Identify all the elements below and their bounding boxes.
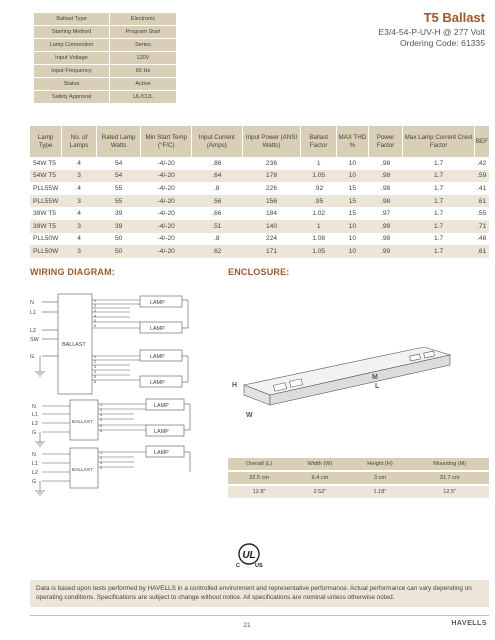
- spec-table-body: [34, 13, 176, 103]
- dimension-value: 31.7 cm: [410, 472, 489, 484]
- table-cell: 50: [96, 245, 140, 258]
- table-cell: 54: [114, 159, 123, 167]
- table-cell: 39W T5: [30, 220, 62, 233]
- table-cell: 10: [336, 170, 368, 183]
- table-cell: .59: [474, 170, 489, 183]
- column-header: Rated Lamp Watts: [96, 126, 140, 157]
- table-cell: .64: [192, 170, 242, 183]
- spec-row: [34, 65, 176, 77]
- table-cell: 3: [62, 170, 97, 183]
- spec-key: Lamp Connection: [34, 39, 110, 51]
- dimension-value: 12.8": [228, 486, 290, 498]
- dimension-header: Width (W): [290, 458, 349, 470]
- pin-number: 3: [100, 413, 103, 417]
- height-label: H: [232, 382, 238, 389]
- table-cell: .98: [381, 159, 391, 167]
- table-cell: 1.7: [403, 195, 475, 208]
- table-cell: .71: [474, 220, 489, 233]
- pin-number: 5: [94, 375, 97, 379]
- table-cell: 178: [242, 170, 301, 183]
- mounting-label: M: [372, 374, 378, 381]
- product-title: T5 Ballast: [423, 10, 485, 25]
- dimension-value: 32.5 cm: [228, 472, 290, 484]
- pin-number: 6: [94, 380, 97, 384]
- table-cell: 1.08: [312, 235, 326, 243]
- table-row: [30, 195, 489, 208]
- table-cell: 54W T5: [30, 170, 62, 183]
- table-cell: 50: [114, 235, 123, 243]
- length-label: L: [375, 383, 380, 390]
- column-header: Min Start Temp (°F/C): [141, 126, 192, 157]
- table-cell: 140: [242, 220, 301, 233]
- table-cell: 3: [62, 245, 97, 258]
- table-cell: .99: [368, 245, 402, 258]
- table-cell: 1.7: [434, 184, 444, 192]
- spec-value: Active: [110, 78, 176, 90]
- table-row: [30, 157, 489, 170]
- table-cell: 15: [336, 195, 368, 208]
- enclosure-title: ENCLOSURE:: [228, 267, 290, 277]
- column-header: MAX THD %: [336, 126, 368, 157]
- spec-value: Electronic: [110, 13, 176, 25]
- pin-number: 2: [94, 304, 97, 308]
- column-header: Power Factor: [368, 126, 402, 157]
- table-cell: .98: [381, 184, 391, 192]
- table-cell: 1.7: [403, 170, 475, 183]
- input-label: N: [30, 300, 34, 306]
- table-cell: .98: [381, 235, 391, 243]
- disclaimer: Data is based upon tests performed by HAVELLS in a controlled environment and representative performance. Actual performance can vary depending on operating conditions. Specifications are subject to change without notice. All specifications are nominal unless otherwise noted.: [30, 580, 489, 607]
- performance-header-row: [30, 126, 489, 157]
- performance-table: [30, 126, 489, 258]
- table-cell: 1.7: [434, 210, 444, 218]
- dimension-value: 12.5": [410, 486, 489, 498]
- table-row: [30, 207, 489, 220]
- table-cell: 10: [336, 245, 368, 258]
- table-cell: PLL50W: [30, 245, 62, 258]
- pin-number: 2: [100, 456, 103, 460]
- column-header: Input Current (Amps): [192, 126, 242, 157]
- input-label: L1: [30, 310, 36, 316]
- input-label: G: [30, 354, 35, 360]
- lamp-label: LAMP: [154, 450, 169, 456]
- table-cell: .62: [192, 245, 242, 258]
- table-cell: .98: [368, 170, 402, 183]
- table-cell: 39W T5: [33, 210, 56, 218]
- ballast-label: BALLAST: [72, 420, 94, 425]
- ballast-label: BALLAST: [72, 468, 94, 473]
- spec-row: [34, 26, 176, 38]
- dimension-imperial-row: [228, 486, 489, 498]
- input-label: SW: [30, 337, 39, 343]
- table-cell: 54W T5: [33, 159, 56, 167]
- table-cell: 4: [77, 159, 81, 167]
- table-cell: PLL55W: [30, 195, 62, 208]
- pin-number: 4: [100, 418, 103, 422]
- input-label: L2: [30, 328, 36, 334]
- input-label: N: [32, 404, 36, 410]
- table-row: [30, 245, 489, 258]
- table-cell: .61: [474, 195, 489, 208]
- input-label: L2: [32, 421, 38, 427]
- ul-us-text: US: [255, 563, 263, 568]
- dimension-table: [228, 456, 489, 500]
- table-cell: 55: [114, 184, 123, 192]
- spec-value: Program Start: [110, 26, 176, 38]
- spec-key: Status: [34, 78, 110, 90]
- pin-number: 6: [94, 324, 97, 328]
- table-cell: .86: [212, 159, 222, 167]
- pin-number: 1: [94, 355, 97, 359]
- spec-value: 60 Hz: [110, 65, 176, 77]
- table-cell: 1.02: [312, 210, 326, 218]
- table-cell: -4/-20: [157, 235, 175, 243]
- dimension-value: 1.18": [350, 486, 411, 498]
- lamp-label: LAMP: [150, 326, 165, 332]
- column-header: Ballast Factor: [301, 126, 336, 157]
- table-row: [30, 170, 489, 183]
- column-header: Input Power (ANSI Watts): [242, 126, 301, 157]
- pin-number: 1: [100, 403, 103, 407]
- table-cell: .97: [381, 210, 391, 218]
- table-cell: 3: [62, 195, 97, 208]
- pin-number: 2: [100, 408, 103, 412]
- spec-table: [34, 12, 176, 104]
- dimension-header: Height (H): [350, 458, 411, 470]
- footer-divider: [30, 615, 489, 616]
- column-header: Lamp Type: [30, 126, 62, 157]
- table-cell: 10: [348, 159, 357, 167]
- performance-table-body: [30, 157, 489, 258]
- table-cell: -4/-20: [157, 159, 175, 167]
- pin-number: 5: [94, 319, 97, 323]
- table-cell: PLL55W: [33, 184, 59, 192]
- dimension-header: Mounting (M): [410, 458, 489, 470]
- ul-text: UL: [242, 550, 256, 561]
- pin-number: 4: [94, 314, 97, 318]
- pin-number: 4: [94, 370, 97, 374]
- table-cell: 55: [96, 195, 140, 208]
- ordering-code: Ordering Code: 61335: [399, 38, 485, 48]
- table-cell: 4: [77, 210, 81, 218]
- table-cell: 39: [114, 210, 123, 218]
- table-cell: .92: [314, 184, 324, 192]
- input-label: L2: [32, 470, 38, 476]
- table-cell: 226: [266, 184, 278, 192]
- spec-value: Series: [110, 39, 176, 51]
- table-cell: PLL50W: [33, 235, 59, 243]
- spec-row: [34, 78, 176, 90]
- dimension-value: 2.52": [290, 486, 349, 498]
- input-label: N: [32, 452, 36, 458]
- pin-number: 3: [94, 309, 97, 313]
- column-header: No. of Lamps: [62, 126, 97, 157]
- wiring-diagram: [30, 282, 200, 497]
- table-cell: -4/-20: [157, 210, 175, 218]
- table-cell: 10: [336, 220, 368, 233]
- table-cell: .56: [192, 195, 242, 208]
- table-row: [30, 220, 489, 233]
- table-cell: .99: [368, 220, 402, 233]
- table-cell: .41: [477, 184, 487, 192]
- table-cell: 15: [348, 210, 357, 218]
- width-label: W: [246, 412, 253, 419]
- table-cell: 1.7: [434, 235, 444, 243]
- lamp-label: LAMP: [150, 354, 165, 360]
- pin-number: 2: [94, 360, 97, 364]
- table-cell: 4: [77, 184, 81, 192]
- pin-number: 3: [100, 461, 103, 465]
- lamp-label: LAMP: [150, 380, 165, 386]
- dimension-header: Overall (L): [228, 458, 290, 470]
- table-cell: .8: [214, 235, 220, 243]
- column-header: Max Lamp Current Crest Factor: [403, 126, 475, 157]
- table-cell: .95: [301, 195, 336, 208]
- spec-row: [34, 13, 176, 25]
- dimension-metric-row: [228, 472, 489, 484]
- table-cell: 156: [242, 195, 301, 208]
- lamp-label: LAMP: [154, 403, 169, 409]
- table-cell: -4/-20: [141, 220, 192, 233]
- wiring-diagram-1: [35, 294, 188, 394]
- spec-key: Ballast Type: [34, 13, 110, 25]
- pin-number: 5: [100, 424, 103, 428]
- ul-c-text: C: [236, 563, 240, 568]
- dimension-value: 3 cm: [350, 472, 411, 484]
- table-cell: 15: [348, 184, 357, 192]
- table-cell: 10: [348, 235, 357, 243]
- table-cell: .98: [368, 195, 402, 208]
- table-cell: .51: [192, 220, 242, 233]
- table-cell: 1: [301, 220, 336, 233]
- enclosure-drawing: [228, 345, 490, 423]
- table-cell: 1.7: [434, 159, 444, 167]
- title-block: [378, 10, 485, 48]
- ul-listing-mark: [234, 542, 264, 568]
- table-cell: 39: [96, 220, 140, 233]
- table-cell: .66: [212, 210, 222, 218]
- table-cell: 4: [77, 235, 81, 243]
- pin-number: 6: [100, 429, 103, 433]
- table-cell: 224: [266, 235, 278, 243]
- table-row: [30, 233, 489, 246]
- column-header: BEF: [474, 126, 489, 157]
- spec-row: [34, 39, 176, 51]
- table-cell: 1.05: [301, 245, 336, 258]
- table-cell: 184: [266, 210, 278, 218]
- table-cell: 1.7: [403, 245, 475, 258]
- pin-number: 4: [100, 466, 103, 470]
- table-cell: .48: [477, 235, 487, 243]
- table-cell: 54: [96, 170, 140, 183]
- page-number: 21: [232, 619, 262, 629]
- spec-value: 120V: [110, 52, 176, 64]
- spec-row: [34, 52, 176, 64]
- dimension-header-row: [228, 458, 489, 470]
- table-cell: .55: [477, 210, 487, 218]
- table-cell: 171: [242, 245, 301, 258]
- lamp-label: LAMP: [150, 300, 165, 306]
- pin-number: 3: [94, 365, 97, 369]
- table-cell: .61: [474, 245, 489, 258]
- model-number: E3/4-54-P-UV-H @ 277 Volt: [378, 27, 485, 37]
- table-cell: -4/-20: [141, 245, 192, 258]
- table-cell: -4/-20: [157, 184, 175, 192]
- spec-row: [34, 91, 176, 103]
- wiring-diagram-title: WIRING DIAGRAM:: [30, 267, 115, 277]
- table-cell: .8: [214, 184, 220, 192]
- ballast-label: BALLAST: [62, 342, 86, 348]
- spec-key: Input Voltage: [34, 52, 110, 64]
- spec-key: Input Frequency: [34, 65, 110, 77]
- spec-key: Starting Method: [34, 26, 110, 38]
- brand-name: HAVELLS: [451, 620, 487, 627]
- spec-value: UL/CUL: [110, 91, 176, 103]
- input-label: G: [32, 479, 37, 485]
- input-label: L1: [32, 412, 38, 418]
- dimension-value: 6.4 cm: [290, 472, 349, 484]
- table-cell: 1: [316, 159, 321, 167]
- table-cell: 1.7: [403, 220, 475, 233]
- spec-key: Safety Approval: [34, 91, 110, 103]
- table-cell: -4/-20: [141, 195, 192, 208]
- pin-number: 1: [100, 451, 103, 455]
- table-cell: -4/-20: [141, 170, 192, 183]
- input-label: G: [32, 430, 37, 436]
- table-cell: 236: [266, 159, 278, 167]
- table-cell: .42: [477, 159, 487, 167]
- table-cell: 3: [62, 220, 97, 233]
- table-cell: 1.05: [301, 170, 336, 183]
- pin-number: 1: [94, 299, 97, 303]
- input-label: L1: [32, 461, 38, 467]
- table-row: [30, 182, 489, 195]
- lamp-label: LAMP: [154, 429, 169, 435]
